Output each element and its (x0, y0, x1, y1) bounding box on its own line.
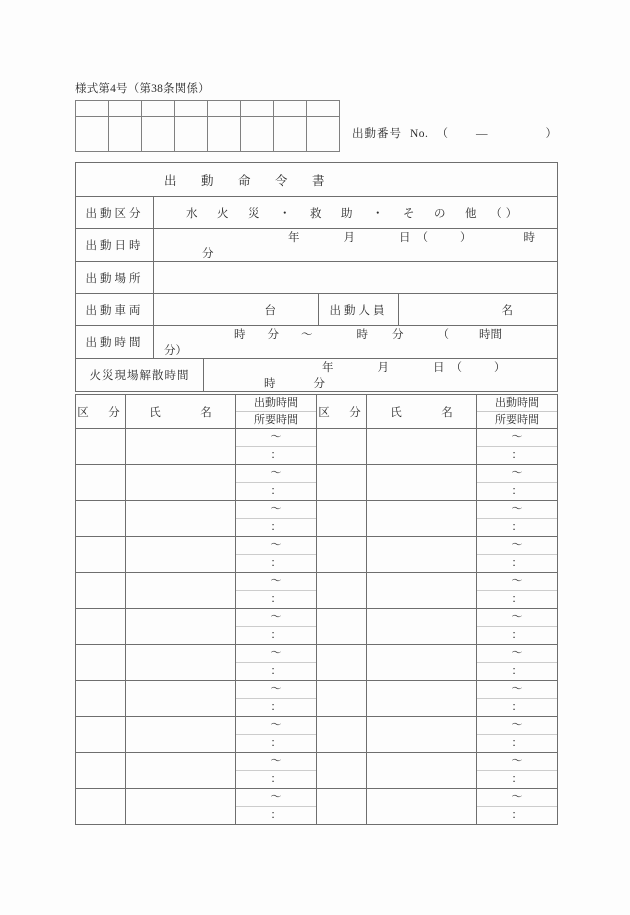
place-row (76, 262, 558, 294)
vehicles-personnel-row (76, 294, 558, 326)
roster-cell-name-right[interactable] (367, 465, 477, 501)
roster-cell-time-left[interactable] (236, 501, 317, 537)
table-row (76, 501, 558, 537)
roster-cell-name-right[interactable] (367, 645, 477, 681)
dismissal-label: 火災現場解散時間 (76, 359, 204, 392)
roster-cell-name-left[interactable] (126, 753, 236, 789)
personnel-unit: 名 (501, 304, 514, 317)
roster-cell-time-left[interactable] (236, 429, 317, 465)
roster-cell-dispatch-time-left[interactable]: ～ (236, 537, 316, 555)
datetime-row (76, 229, 558, 262)
roster-cell-name-right[interactable] (367, 753, 477, 789)
datetime-day: 日 (399, 232, 411, 244)
top-grid-cell[interactable] (175, 117, 208, 152)
duration-paren-open: （ (437, 329, 449, 341)
roster-header-required-time-left: 所要時間 (254, 414, 298, 426)
roster-cell-kubun-right[interactable] (317, 645, 367, 681)
roster-cell-time-right[interactable] (477, 573, 558, 609)
duration-total-hour: 時間 (479, 329, 502, 341)
roster-cell-required-time-right[interactable]: ： (511, 809, 523, 821)
roster-cell-required-time-right[interactable]: ： (511, 701, 523, 713)
vehicles-unit: 台 (264, 304, 276, 317)
roster-cell-time-left[interactable] (236, 537, 317, 573)
roster-header-kubun-left: 区 分 (76, 395, 126, 429)
dismissal-minute: 分 (313, 378, 325, 390)
roster-cell-required-time-left[interactable]: ： (270, 809, 282, 821)
roster-cell-dispatch-time-left[interactable]: ～ (236, 573, 316, 591)
dismissal-year: 年 (322, 362, 334, 374)
roster-cell-dispatch-time-right[interactable]: ～ (477, 717, 557, 735)
roster-cell-name-right[interactable] (367, 717, 477, 753)
roster-cell-kubun-left[interactable] (76, 501, 126, 537)
datetime-paren-open: （ (416, 232, 428, 244)
roster-cell-time-left[interactable] (236, 753, 317, 789)
dispatch-number-label: 出動番号 (352, 128, 402, 140)
roster-cell-dispatch-time-right[interactable]: ～ (477, 537, 557, 555)
roster-cell-kubun-right[interactable] (317, 681, 367, 717)
dispatch-code-grid (75, 100, 340, 152)
duration-hour-start: 時 (234, 329, 246, 341)
roster-header-name-left: 氏 名 (126, 395, 236, 429)
roster-cell-time-right[interactable] (477, 465, 558, 501)
category-options: 水 火 災 ・ 救 助 ・ そ の 他 （ (186, 207, 506, 220)
roster-cell-dispatch-time-left[interactable]: ～ (236, 429, 316, 447)
roster-cell-time-right[interactable] (477, 609, 558, 645)
roster-cell-required-time-right[interactable]: ： (511, 557, 523, 569)
vehicles-label: 出動車両 (76, 294, 154, 326)
roster-cell-name-left[interactable] (126, 465, 236, 501)
roster-cell-dispatch-time-left[interactable]: ～ (236, 681, 316, 699)
roster-header-dispatch-time-right: 出動時間 (477, 395, 557, 412)
roster-cell-kubun-left[interactable] (76, 537, 126, 573)
top-grid-cell[interactable] (109, 101, 142, 117)
roster-cell-kubun-right[interactable] (317, 609, 367, 645)
vehicles-input[interactable] (154, 294, 319, 326)
duration-line (164, 329, 536, 357)
roster-cell-name-right[interactable] (367, 789, 477, 825)
duration-value-cell[interactable] (154, 326, 558, 359)
roster-cell-required-time-left[interactable]: ： (270, 665, 282, 677)
datetime-hour: 時 (523, 232, 535, 244)
roster-cell-time-right[interactable] (477, 429, 558, 465)
table-row (76, 717, 558, 753)
datetime-month: 月 (343, 232, 355, 244)
roster-cell-required-time-right[interactable]: ： (511, 593, 523, 605)
datetime-year: 年 (288, 232, 300, 244)
roster-cell-name-right[interactable] (367, 501, 477, 537)
dispatch-number-paren-open: （ (436, 128, 448, 140)
roster-cell-kubun-left[interactable] (76, 609, 126, 645)
roster-cell-name-left[interactable] (126, 717, 236, 753)
top-grid-cell[interactable] (109, 117, 142, 152)
roster-cell-dispatch-time-right[interactable]: ～ (477, 681, 557, 699)
roster-cell-kubun-left[interactable] (76, 753, 126, 789)
dismissal-paren-open: （ (450, 362, 462, 374)
top-grid-cell[interactable] (142, 101, 175, 117)
roster-cell-kubun-right[interactable] (317, 501, 367, 537)
dismissal-day: 日 (433, 362, 445, 374)
roster-cell-required-time-right[interactable]: ： (511, 629, 523, 641)
roster-cell-time-left[interactable] (236, 789, 317, 825)
roster-cell-kubun-right[interactable] (317, 753, 367, 789)
table-row (76, 573, 558, 609)
top-grid-cell[interactable] (241, 101, 274, 117)
roster-cell-dispatch-time-left[interactable]: ～ (236, 501, 316, 519)
roster-header-time-right (477, 395, 558, 429)
roster-cell-name-left[interactable] (126, 501, 236, 537)
roster-cell-time-right[interactable] (477, 717, 558, 753)
dispatch-number-paren-close: ） (545, 128, 557, 140)
personnel-roster-table (75, 394, 558, 825)
roster-cell-required-time-left[interactable]: ： (270, 701, 282, 713)
dispatch-number-dash: ― (475, 128, 488, 140)
duration-label: 出動時間 (76, 326, 154, 359)
top-grid-cell[interactable] (274, 101, 307, 117)
category-value-cell[interactable] (154, 197, 558, 229)
roster-cell-required-time-right[interactable]: ： (511, 485, 523, 497)
roster-cell-name-left[interactable] (126, 573, 236, 609)
dismissal-value-cell[interactable] (204, 359, 558, 392)
roster-cell-time-left[interactable] (236, 717, 317, 753)
roster-header-row (76, 395, 558, 429)
roster-cell-name-right[interactable] (367, 681, 477, 717)
roster-cell-kubun-left[interactable] (76, 573, 126, 609)
top-grid-cell[interactable] (307, 101, 340, 117)
roster-cell-name-left[interactable] (126, 681, 236, 717)
roster-cell-required-time-right[interactable]: ： (511, 665, 523, 677)
roster-cell-dispatch-time-left[interactable]: ～ (236, 609, 316, 627)
top-grid-cell[interactable] (241, 117, 274, 152)
top-grid-row (76, 101, 340, 117)
roster-cell-required-time-right[interactable]: ： (511, 737, 523, 749)
roster-cell-name-right[interactable] (367, 429, 477, 465)
top-grid-cell[interactable] (208, 117, 241, 152)
table-row (76, 681, 558, 717)
roster-cell-time-right[interactable] (477, 645, 558, 681)
roster-cell-required-time-left[interactable]: ： (270, 449, 282, 461)
dispatch-number-no-label: No. (410, 128, 429, 140)
category-paren-close: ） (505, 207, 518, 220)
roster-header-dispatch-time-left: 出動時間 (236, 395, 316, 412)
personnel-input[interactable] (399, 294, 558, 326)
roster-cell-required-time-left[interactable]: ： (270, 557, 282, 569)
roster-cell-time-left[interactable] (236, 573, 317, 609)
roster-cell-dispatch-time-right[interactable]: ～ (477, 789, 557, 807)
roster-cell-required-time-left[interactable]: ： (270, 629, 282, 641)
table-row (76, 609, 558, 645)
table-row (76, 753, 558, 789)
roster-header-time-left (236, 395, 317, 429)
roster-cell-dispatch-time-left[interactable]: ～ (236, 645, 316, 663)
roster-cell-dispatch-time-right[interactable]: ～ (477, 501, 557, 519)
top-grid-cell[interactable] (142, 117, 175, 152)
table-row (76, 645, 558, 681)
roster-cell-name-right[interactable] (367, 573, 477, 609)
datetime-paren-close: ） (460, 232, 472, 244)
roster-cell-dispatch-time-right[interactable]: ～ (477, 609, 557, 627)
dismissal-month: 月 (377, 362, 389, 374)
datetime-value-cell[interactable] (154, 229, 558, 262)
top-grid-cell[interactable] (76, 101, 109, 117)
roster-cell-dispatch-time-left[interactable]: ～ (236, 753, 316, 771)
duration-tilde: ～ (301, 329, 313, 341)
table-row (76, 789, 558, 825)
roster-cell-kubun-left[interactable] (76, 681, 126, 717)
roster-cell-time-left[interactable] (236, 681, 317, 717)
roster-cell-required-time-right[interactable]: ： (511, 773, 523, 785)
place-label: 出動場所 (76, 262, 154, 294)
personnel-label: 出動人員 (319, 294, 399, 326)
table-row (76, 465, 558, 501)
roster-cell-required-time-left[interactable]: ： (270, 521, 282, 533)
roster-cell-time-left[interactable] (236, 609, 317, 645)
roster-cell-time-right[interactable] (477, 681, 558, 717)
roster-cell-kubun-left[interactable] (76, 429, 126, 465)
roster-cell-dispatch-time-right[interactable]: ～ (477, 645, 557, 663)
roster-cell-name-left[interactable] (126, 609, 236, 645)
place-input[interactable] (154, 262, 558, 294)
roster-cell-kubun-left[interactable] (76, 717, 126, 753)
category-label: 出動区分 (76, 197, 154, 229)
datetime-minute: 分 (202, 248, 214, 260)
page-title: 出 動 命 令 書 (76, 163, 558, 197)
table-row (76, 429, 558, 465)
duration-total-minute: 分） (164, 345, 187, 357)
roster-cell-name-left[interactable] (126, 645, 236, 681)
roster-cell-kubun-right[interactable] (317, 717, 367, 753)
roster-cell-required-time-right[interactable]: ： (511, 449, 523, 461)
duration-minute-end: 分 (392, 329, 404, 341)
roster-cell-required-time-left[interactable]: ： (270, 593, 282, 605)
roster-cell-name-right[interactable] (367, 537, 477, 573)
roster-cell-dispatch-time-right[interactable]: ～ (477, 573, 557, 591)
dispatch-number-field[interactable] (352, 125, 557, 141)
dispatch-order-table (75, 162, 558, 392)
roster-cell-dispatch-time-left[interactable]: ～ (236, 465, 316, 483)
duration-minute-start: 分 (267, 329, 279, 341)
top-grid-row (76, 117, 340, 152)
roster-cell-name-left[interactable] (126, 429, 236, 465)
roster-cell-kubun-right[interactable] (317, 465, 367, 501)
roster-body (76, 429, 558, 825)
top-grid-cell[interactable] (208, 101, 241, 117)
duration-hour-end: 時 (356, 329, 368, 341)
roster-cell-dispatch-time-left[interactable]: ～ (236, 717, 316, 735)
top-grid-cell[interactable] (274, 117, 307, 152)
datetime-line (164, 232, 535, 260)
roster-cell-time-left[interactable] (236, 465, 317, 501)
dismissal-row (76, 359, 558, 392)
roster-cell-name-left[interactable] (126, 789, 236, 825)
table-row (76, 537, 558, 573)
title-row (76, 163, 558, 197)
roster-cell-kubun-right[interactable] (317, 789, 367, 825)
form-number-caption: 様式第4号（第38条関係） (75, 83, 210, 95)
category-row (76, 197, 558, 229)
roster-header-required-time-right: 所要時間 (495, 414, 539, 426)
roster-cell-kubun-right[interactable] (317, 537, 367, 573)
roster-cell-kubun-left[interactable] (76, 645, 126, 681)
duration-row (76, 326, 558, 359)
roster-cell-kubun-left[interactable] (76, 789, 126, 825)
roster-cell-dispatch-time-left[interactable]: ～ (236, 789, 316, 807)
roster-cell-required-time-left[interactable]: ： (270, 773, 282, 785)
roster-cell-time-right[interactable] (477, 501, 558, 537)
roster-cell-required-time-left[interactable]: ： (270, 737, 282, 749)
roster-cell-required-time-right[interactable]: ： (511, 521, 523, 533)
roster-cell-name-right[interactable] (367, 609, 477, 645)
roster-cell-kubun-left[interactable] (76, 465, 126, 501)
datetime-label: 出動日時 (76, 229, 154, 262)
top-grid-cell[interactable] (307, 117, 340, 152)
roster-header-name-right: 氏 名 (367, 395, 477, 429)
roster-cell-dispatch-time-right[interactable]: ～ (477, 753, 557, 771)
dismissal-paren-close: ） (494, 362, 506, 374)
roster-cell-time-right[interactable] (477, 537, 558, 573)
roster-cell-time-right[interactable] (477, 789, 558, 825)
roster-cell-dispatch-time-right[interactable]: ～ (477, 429, 557, 447)
roster-cell-kubun-right[interactable] (317, 429, 367, 465)
roster-cell-time-right[interactable] (477, 753, 558, 789)
roster-cell-kubun-right[interactable] (317, 573, 367, 609)
roster-cell-dispatch-time-right[interactable]: ～ (477, 465, 557, 483)
dismissal-hour: 時 (264, 378, 276, 390)
roster-cell-name-left[interactable] (126, 537, 236, 573)
roster-header-kubun-right: 区 分 (317, 395, 367, 429)
top-grid-cell[interactable] (76, 117, 109, 152)
dismissal-line (214, 362, 506, 390)
roster-cell-required-time-left[interactable]: ： (270, 485, 282, 497)
top-grid-cell[interactable] (175, 101, 208, 117)
roster-cell-time-left[interactable] (236, 645, 317, 681)
